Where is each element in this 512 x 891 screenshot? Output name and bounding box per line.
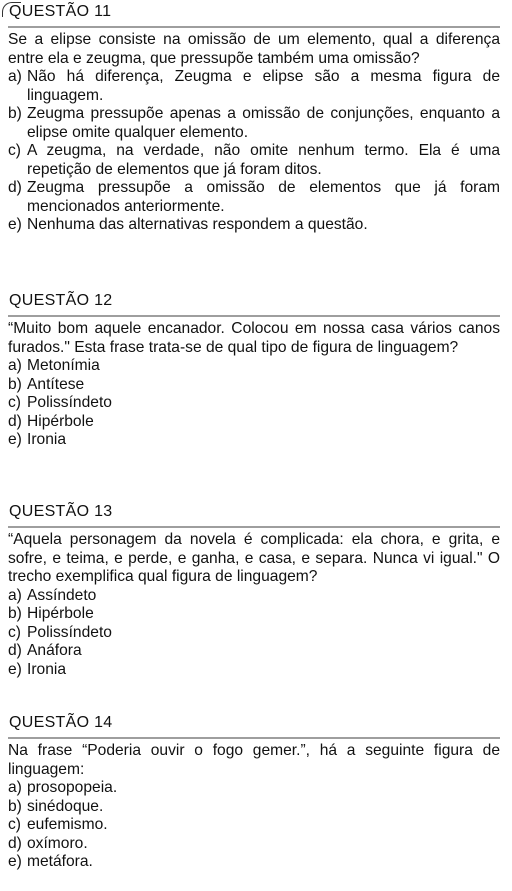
option-text: eufemismo. [27,816,108,833]
option-letter: d) [8,834,22,852]
answer-option-a[interactable] [8,68,500,105]
option-text: Polissíndeto [27,394,112,411]
question-title: QUESTÃO 13 [9,503,113,520]
option-text: Antítese [27,375,85,393]
title-divider [8,737,500,739]
answer-option-b[interactable] [8,605,500,624]
answer-option-d[interactable] [8,835,500,854]
option-letter: e) [8,660,22,678]
option-letter: e) [8,216,22,233]
title-divider [8,526,500,528]
option-letter: a) [8,68,22,85]
option-text: Nenhuma das alternativas respondem a questão. [27,216,368,233]
option-letter: b) [8,375,22,393]
answer-option-c[interactable] [8,624,500,643]
option-text: A zeugma, na verdade, não omite nenhum termo. Ela é uma repetição de elementos que já foram ditos. [27,142,500,178]
answer-option-a[interactable] [8,357,500,376]
option-letter: d) [8,642,22,659]
option-text: metáfora. [27,853,93,870]
answer-option-e[interactable] [8,431,500,450]
option-letter: b) [8,105,22,122]
question-stem: “Aquela personagem da novela é complicada: ela chora, e grita, e sofre, e teima, e perde, e ganha, e casa, e separa. Nunca vi igual." O trecho exemplifica qual figura de linguagem? [8,531,500,585]
title-divider [8,26,500,28]
option-text: sinédoque. [27,797,104,815]
option-text: Metonímia [27,357,100,374]
option-letter: b) [8,605,22,622]
answer-option-b[interactable] [8,105,500,142]
option-text: Zeugma pressupõe a omissão de elementos que já foram mencionados anteriormente. [27,179,500,215]
question-title: QUESTÃO 12 [9,292,113,309]
option-letter: c) [8,142,21,159]
answer-option-b[interactable] [8,798,500,817]
answer-option-e[interactable] [8,216,500,235]
option-text: Hipérbole [27,412,94,430]
option-letter: a) [8,357,22,374]
answer-option-d[interactable] [8,179,500,216]
option-letter: b) [8,797,22,815]
answer-option-b[interactable] [8,376,500,395]
option-letter: d) [8,179,22,196]
option-text: Polissíndeto [27,623,112,641]
question-stem: Se a elipse consiste na omissão de um elemento, qual a diferença entre ela e zeugma, que pressupõe também uma omissão? [8,31,500,67]
title-divider [8,315,500,317]
answer-option-d[interactable] [8,413,500,432]
option-text: Ironia [27,660,67,678]
option-letter: e) [8,431,22,448]
option-letter: a) [8,586,22,604]
answer-option-d[interactable] [8,642,500,661]
option-text: Hipérbole [27,605,94,622]
answer-option-c[interactable] [8,394,500,413]
option-text: Anáfora [27,642,82,659]
question-stem: “Muito bom aquele encanador. Colocou em nossa casa vários canos furados." Esta frase trata-se de qual tipo de figura de linguagem? [8,320,500,356]
option-letter: e) [8,853,22,870]
question-title: QUESTÃO 11 [9,3,112,20]
option-text: Assíndeto [27,586,97,604]
answer-option-e[interactable] [8,661,500,680]
option-text: oxímoro. [27,834,88,852]
option-letter: c) [8,623,21,641]
option-text: prosopopeia. [27,779,118,796]
option-text: Zeugma pressupõe apenas a omissão de conjunções, enquanto a elipse omite qualquer elemento. [27,105,500,141]
answer-option-c[interactable] [8,816,500,835]
option-letter: a) [8,779,22,796]
option-letter: c) [8,816,21,833]
answer-option-c[interactable] [8,142,500,179]
option-text: Não há diferença, Zeugma e elipse são a mesma figura de linguagem. [27,68,500,104]
question-12 [8,292,500,450]
option-text: Ironia [27,431,67,448]
answer-option-a[interactable] [8,587,500,606]
option-letter: c) [8,394,21,411]
question-title: QUESTÃO 14 [9,714,113,731]
answer-option-e[interactable] [8,853,500,872]
question-stem: Na frase “Poderia ouvir o fogo gemer.”, há a seguinte figura de linguagem: [8,742,500,778]
answer-option-a[interactable] [8,779,500,798]
option-letter: d) [8,412,22,430]
question-11 [8,3,500,235]
question-13 [8,503,500,679]
question-14 [8,714,500,872]
